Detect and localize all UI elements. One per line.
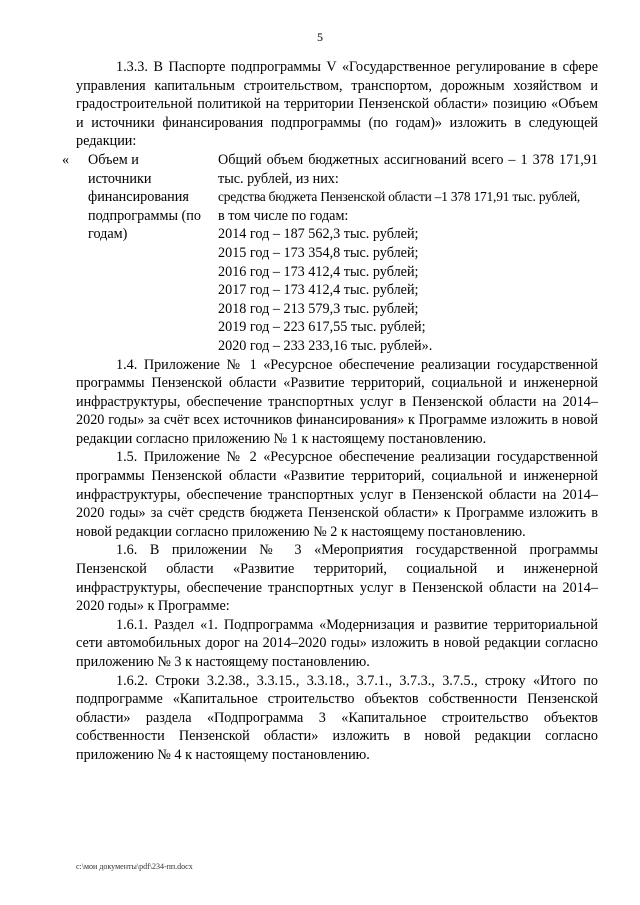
year-line: 2017 год – 173 412,4 тыс. рублей; <box>218 282 419 299</box>
total-allocations-line: Общий объем бюджетных ассигнований всего – 1 378 171,91 тыс. рублей, из них: <box>218 151 598 187</box>
paragraph-1-6-2: 1.6.2. Строки 3.2.38., 3.3.15., 3.3.18., 3.7.1., 3.7.3., 3.7.5., строку «Итого по подпрограмме «Капитальное строительство объектов собственности Пензенской области» раздела «Подпрограмма 3 «Капитальное строительство объектов собственности Пензенской области» изложить в новой редакции согласно приложению № 4 к настоящему постановлению. <box>76 672 598 763</box>
page-number: 5 <box>317 30 323 44</box>
paragraph-1-6-1: 1.6.1. Раздел «1. Подпрограмма «Модернизация и развитие территориальной сети автомобильных дорог на 2014–2020 годы» изложить в новой редакции согласно приложению № 3 к настоящему постановлению. <box>76 616 598 670</box>
document-body <box>62 58 598 765</box>
regional-budget-line: средства бюджета Пензенской области –1 378 171,91 тыс. рублей, <box>218 189 581 205</box>
footer-file-path: c:\мои документы\pdf\234-пп.docx <box>76 862 193 871</box>
paragraph-1-4: 1.4. Приложение № 1 «Ресурсное обеспечение реализации государственной программы Пензенской области «Развитие территорий, социальной и инженерной инфраструктуры, обеспечение транспортных услуг в Пензенской области на 2014–2020 годы» за счёт всех источников финансирования» к Программе изложить в новой редакции согласно приложению № 1 к настоящему постановлению. <box>76 356 598 447</box>
passport-position-block <box>62 151 598 356</box>
year-line: 2019 год – 223 617,55 тыс. рублей; <box>218 319 426 336</box>
opening-quote: « <box>62 151 70 168</box>
year-line: 2014 год – 187 562,3 тыс. рублей; <box>218 226 419 243</box>
year-line: 2016 год – 173 412,4 тыс. рублей; <box>218 263 419 280</box>
paragraph-1-6: 1.6. В приложении № 3 «Мероприятия государственной программы Пензенской области «Развитие территорий, социальной и инженерной инфраструктуры, обеспечение транспортных услуг в Пензенской области на 2014–2020 годы» к Программе: <box>76 542 598 615</box>
by-years-line: в том числе по годам: <box>218 207 349 224</box>
year-line: 2018 год – 213 579,3 тыс. рублей; <box>218 300 419 317</box>
passport-left-label: Объем и источники финансирования подпрограммы (по годам) <box>88 151 201 243</box>
paragraph-1-5: 1.5. Приложение № 2 «Ресурсное обеспечение реализации государственной программы Пензенской области «Развитие территорий, социальной и инженерной инфраструктуры, обеспечение транспортных услуг в Пензенской области на 2014–2020 годы» за счёт средств бюджета Пензенской области» к Программе изложить в новой редакции согласно приложению № 2 к настоящему постановлению. <box>76 449 598 540</box>
paragraph-1-3-3: 1.3.3. В Паспорте подпрограммы V «Государственное регулирование в сфере управления капитальным строительством, транспортом, дорожным хозяйством и градостроительной политикой на территории Пензенской области» позицию «Объем и источники финансирования подпрограммы (по годам)» изложить в следующей редакции: <box>76 59 598 150</box>
passport-right-values <box>204 151 598 356</box>
year-line: 2015 год – 173 354,8 тыс. рублей; <box>218 244 419 261</box>
year-line: 2020 год – 233 233,16 тыс. рублей». <box>218 337 433 354</box>
